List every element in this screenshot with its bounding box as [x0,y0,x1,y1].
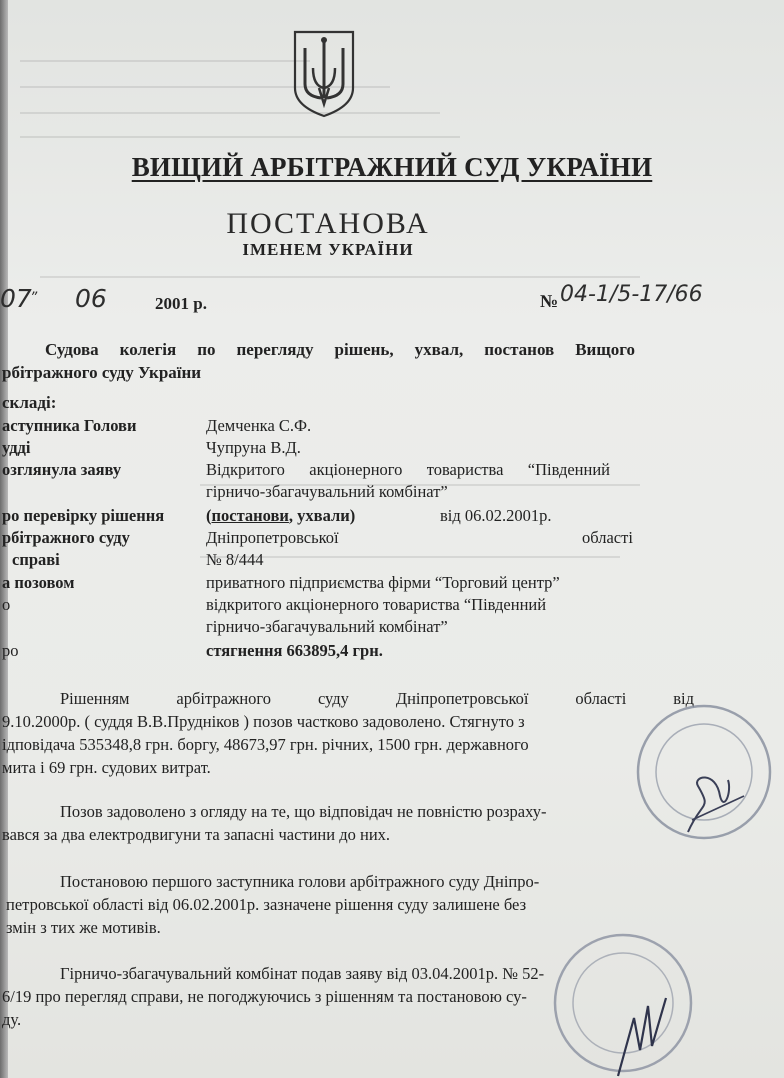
trident-emblem-icon [291,28,357,118]
scan-artifact [40,276,640,278]
date-day: 07 [0,284,32,313]
document-subtitle: ІМЕНЕМ УКРАЇНИ [242,240,414,259]
scan-artifact [20,60,310,62]
field-value: приватного підприємства фірми “Торговий центр” [206,573,560,592]
field-label: ро перевірку рішення [2,506,165,525]
panel-heading-cont: рбітражного суду України [2,363,202,382]
paragraph-line: 9.10.2000р. ( суддя В.В.Прудніков ) позов частково задоволено. Стягнуто з [2,712,525,731]
paragraph-decision [2,687,694,779]
field-row [2,528,682,550]
panel-heading: Судова колегія по перегляду рішень, ухвал, постанов Вищого [45,340,635,359]
paragraph-line: Рішенням арбітражного суду Дніпропетровської області від [60,689,694,708]
field-value: № 8/444 [206,550,264,569]
field-value-region: області [582,528,633,547]
field-row [2,573,682,595]
composition-label: складі: [2,393,57,412]
field-row [2,438,682,460]
round-stamp-icon [632,700,776,844]
field-label: о [2,595,11,614]
field-row [2,550,682,572]
field-label: удді [2,438,31,457]
paragraph-grounds [2,800,694,846]
scan-artifact [20,112,440,114]
date-year: 2001 р. [155,294,207,313]
paragraph-line: змін з тих же мотивів. [6,918,161,937]
field-value: відкритого акціонерного товариства “Південний [206,595,547,614]
field-label: ро [2,641,19,660]
field-row [2,641,682,663]
paragraph-line: 6/19 про перегляд справи, не погоджуючись з рішенням та постановою су- [2,987,527,1006]
field-row [2,617,682,639]
field-value: гірничо-збагачувальний комбінат” [206,617,448,636]
field-label: рбітражного суду [2,528,130,547]
paragraph-line: Гірничо-збагачувальний комбінат подав заяву від 03.04.2001р. № 52- [60,964,545,983]
field-row [2,482,682,504]
round-stamp-icon [548,928,698,1078]
field-label: а позовом [2,573,75,592]
paragraph-line: петровської області від 06.02.2001р. зазначене рішення суду залишене без [6,895,527,914]
number-prefix: № [540,291,559,311]
paragraph-line: вався за два електродвигуни та запасні частини до них. [2,825,391,844]
field-row [2,416,682,438]
decision-date: від 06.02.2001р. [440,506,552,525]
field-row [2,460,682,482]
field-value: Демченка С.Ф. [206,416,312,435]
paragraph-line: мита і 69 грн. судових витрат. [2,758,211,777]
field-value: Відкритого акціонерного товариства “Південний [206,460,610,479]
field-value: (постанови, ухвали) [206,506,356,525]
field-value: Чупруна В.Д. [206,438,301,457]
date-quote-mark: ” [30,290,38,306]
field-label: справі [12,550,60,569]
scan-artifact [20,136,460,138]
field-row [2,595,682,617]
paragraph-line: ду. [2,1010,22,1029]
court-name: ВИЩИЙ АРБІТРАЖНИЙ СУД УКРАЇНИ [131,152,653,182]
field-row [2,506,682,528]
paragraph-line: Постановою першого заступника голови арбітражного суду Дніпро- [60,872,540,891]
field-value: гірничо-збагачувальний комбінат” [206,482,448,501]
field-label: озглянула заяву [2,460,122,479]
paragraph-line: ідповідача 535348,8 грн. боргу, 48673,97 грн. річних, 1500 грн. державного [2,735,529,754]
field-label: аступника Голови [2,416,137,435]
document-title: ПОСТАНОВА [226,207,430,240]
field-value: Дніпропетровської [206,528,339,547]
document-number: 04-1/5-17/66 [560,282,703,307]
paragraph-line: Позов задоволено з огляду на те, що відповідач не повністю розраху- [60,802,547,821]
date-month: 06 [75,284,107,313]
field-value: стягнення 663895,4 грн. [206,641,383,660]
